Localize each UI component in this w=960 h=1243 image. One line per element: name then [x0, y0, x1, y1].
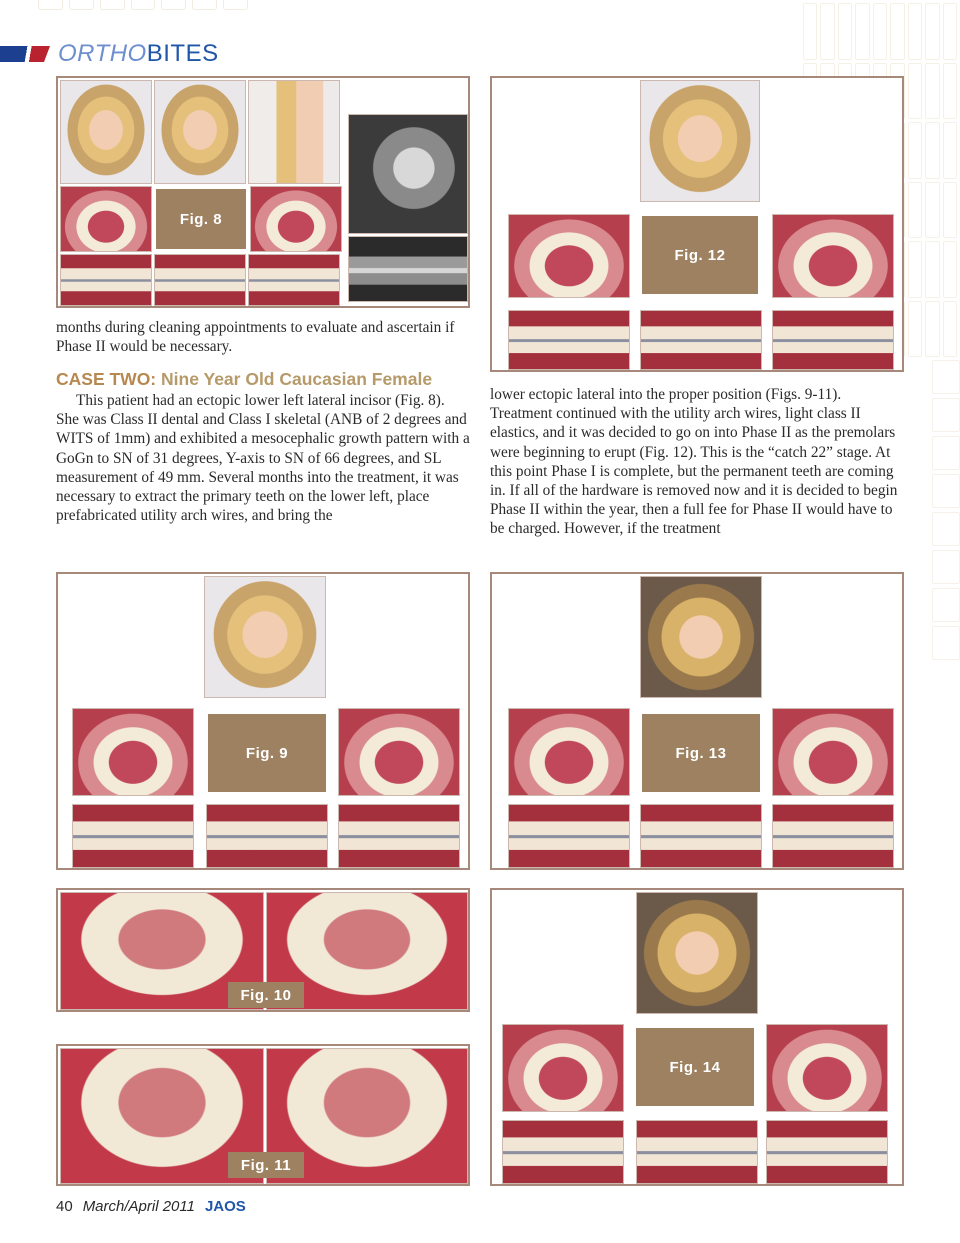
figure-14-label: Fig. 14: [636, 1028, 754, 1106]
figure-9-panel: [56, 572, 470, 870]
top-decoration: [38, 0, 248, 10]
front-bite-photo: [640, 804, 762, 868]
page-footer: [56, 1198, 246, 1215]
figure-10-panel: [56, 888, 470, 1012]
figure-8-panel: [56, 76, 470, 308]
patient-face-photo: [204, 576, 326, 698]
front-bite-photo: [640, 310, 762, 370]
figure-11-label: Fig. 11: [228, 1152, 304, 1178]
left-bite-photo: [772, 804, 894, 868]
figure-12-panel: [490, 76, 904, 372]
case-two-paragraph: This patient had an ectopic lower left lateral incisor (Fig. 8). She was Class II dental and Class I skeletal (ANB of 2 degrees and WITS of 1mm) and exhibited a mesocephalic growth pattern with a GoGn to SN of 31 degrees, Y-axis to SN of 66 degrees, and SL measurement of 49 mm. Several months into the treatment, it was necessary to extract the primary teeth on the lower left, place prefabricated utility arch wires, and bring the: [56, 392, 470, 525]
side-decoration: [932, 360, 960, 660]
lower-arch-photo: [250, 186, 342, 252]
continuation-paragraph: lower ectopic lateral into the proper position (Figs. 9-11). Treatment continued with the utility arch wires, light class II elastics, and it was decided to go on into Phase II as the premolars were beginning to erupt (Fig. 12). This is the “catch 22” stage. At this point Phase I is complete, but the permanent teeth are coming in. If all of the hardware is removed now and it is decided to begin Phase II within the year, then a full fee for Phase II would have to be charged. However, if the treatment: [490, 386, 898, 538]
lower-arch-photo: [772, 214, 894, 298]
lower-arch-photo: [772, 708, 894, 796]
figure-11-panel: [56, 1044, 470, 1186]
header-slash-logo: [0, 46, 50, 62]
case-two-heading: [56, 369, 432, 390]
upper-arch-photo: [60, 186, 152, 252]
right-bite-photo: [502, 1120, 624, 1184]
front-bite-photo: [154, 254, 246, 306]
panoramic-xray: [348, 236, 468, 302]
lower-arch-photo: [338, 708, 460, 796]
patient-face-photo: [636, 892, 758, 1014]
figure-12-label: Fig. 12: [642, 216, 758, 294]
left-bite-photo: [338, 804, 460, 868]
left-bite-photo: [248, 254, 340, 306]
left-bite-photo: [766, 1120, 888, 1184]
profile-photo: [248, 80, 340, 184]
upper-arch-photo: [72, 708, 194, 796]
right-bite-photo: [508, 804, 630, 868]
figure-14-panel: [490, 888, 904, 1186]
figure-8-label: Fig. 8: [156, 189, 246, 249]
patient-face-photo: [640, 80, 760, 202]
figure-13-panel: [490, 572, 904, 870]
intro-paragraph: months during cleaning appointments to evaluate and ascertain if Phase II would be necessary.: [56, 319, 455, 356]
front-bite-photo: [206, 804, 328, 868]
lower-arch-photo: [766, 1024, 888, 1112]
case-title: Nine Year Old Caucasian Female: [161, 369, 433, 389]
page-number: 40: [56, 1198, 73, 1215]
right-bite-photo: [60, 254, 152, 306]
upper-arch-photo: [502, 1024, 624, 1112]
journal-name: JAOS: [204, 1198, 246, 1215]
upper-arch-photo: [508, 708, 630, 796]
section-header: [0, 38, 219, 70]
frontal-smile-photo: [60, 80, 152, 184]
figure-13-label: Fig. 13: [642, 714, 760, 792]
left-bite-photo: [772, 310, 894, 370]
front-bite-photo: [636, 1120, 758, 1184]
figure-10-label: Fig. 10: [228, 982, 304, 1008]
cephalometric-xray: [348, 114, 468, 234]
patient-face-photo: [640, 576, 762, 698]
right-bite-photo: [72, 804, 194, 868]
right-bite-photo: [508, 310, 630, 370]
upper-arch-photo: [508, 214, 630, 298]
case-label: CASE TWO:: [56, 369, 157, 389]
figure-9-label: Fig. 9: [208, 714, 326, 792]
section-prefix: ORTHO: [58, 40, 147, 67]
issue-date: March/April 2011: [82, 1198, 195, 1215]
frontal-rest-photo: [154, 80, 246, 184]
section-suffix: BITES: [146, 40, 219, 67]
